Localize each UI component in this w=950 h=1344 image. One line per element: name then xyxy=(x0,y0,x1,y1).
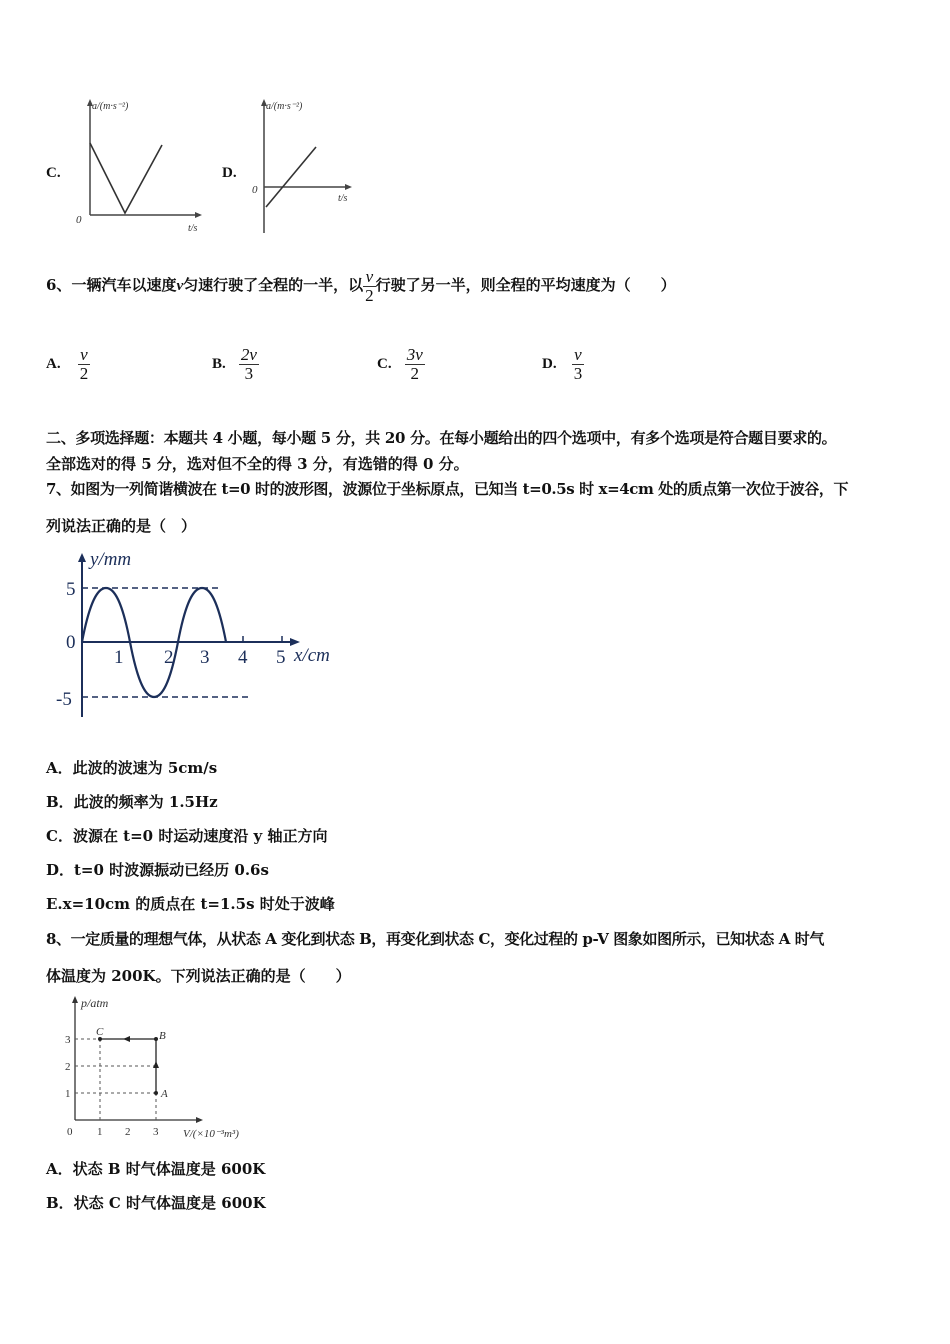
q6-option-c-label: C. xyxy=(377,356,392,372)
q6-stem xyxy=(46,262,676,309)
q7-y-arrow xyxy=(78,553,86,562)
q8-xtick-2: 2 xyxy=(125,1126,131,1138)
q7-xtick-label-5: 5 xyxy=(276,647,286,668)
q7-ylabel: y/mm xyxy=(90,549,132,570)
q6-var-v: v xyxy=(176,278,184,294)
q8-label-b: B xyxy=(159,1030,166,1042)
graph-c-ylabel: a/(m·s⁻²) xyxy=(92,101,129,112)
q7-line2: 列说法正确的是（ ） xyxy=(46,517,197,535)
q7-line1: 7、如图为一列简谐横波在 t=0 时的波形图，波源位于坐标原点，已知当 t=0.5s 时 x=4cm 处的质点第一次位于波谷，下 xyxy=(46,480,849,498)
q7-xtick-label-3: 3 xyxy=(200,647,210,668)
q7-xtick-label-2: 2 xyxy=(164,647,174,668)
graph-d-origin: 0 xyxy=(252,184,258,196)
q6-option-c-frac xyxy=(405,346,425,383)
q6-option-a-frac xyxy=(78,346,91,383)
q7-option-c[interactable]: C．波源在 t=0 时运动速度沿 y 轴正方向 xyxy=(46,827,328,845)
graph-c-xlabel: t/s xyxy=(188,223,198,234)
section2-line1: 二、多项选择题：本题共 4 小题，每小题 5 分，共 20 分。在每小题给出的四个选项中，有多个选项是符合题目要求的。 xyxy=(46,429,837,447)
q8-arrow-a-to-b xyxy=(153,1061,159,1068)
q6-option-b-frac xyxy=(239,346,259,383)
q8-xtick-3: 3 xyxy=(153,1126,159,1138)
option-c-label: C. xyxy=(46,165,61,181)
q6-option-a-num: v xyxy=(80,345,88,364)
q6-number: 6、 xyxy=(46,276,72,294)
q7-option-e[interactable]: E.x=10cm 的质点在 t=1.5s 时处于波峰 xyxy=(46,895,335,913)
graph-d-x-arrow xyxy=(345,184,352,190)
q6-option-a[interactable] xyxy=(46,346,90,383)
q8-x-arrow xyxy=(196,1117,203,1123)
q7-xtick-label-1: 1 xyxy=(114,647,124,668)
q8-y-arrow xyxy=(72,996,78,1003)
q6-inline-fraction xyxy=(363,268,376,305)
graph-d-xlabel: t/s xyxy=(338,193,348,204)
q7-xlabel: x/cm xyxy=(294,645,330,666)
q6-option-d-num: v xyxy=(574,345,582,364)
q6-option-c-num: 3v xyxy=(406,345,423,364)
q8-xlabel: V/(×10⁻³m³) xyxy=(183,1128,239,1140)
q8-option-b[interactable]: B．状态 C 时气体温度是 600K xyxy=(46,1194,266,1212)
q7-option-b[interactable]: B．此波的频率为 1.5Hz xyxy=(46,793,218,811)
graph-c-x-arrow xyxy=(195,212,202,218)
q8-pv-graph xyxy=(55,993,265,1143)
q6-option-b-den: 3 xyxy=(239,364,259,383)
q8-label-a: A xyxy=(161,1088,168,1100)
q8-option-a[interactable]: A．状态 B 时气体温度是 600K xyxy=(46,1160,266,1178)
q8-label-c: C xyxy=(96,1026,104,1038)
q8-point-a xyxy=(154,1091,158,1095)
q8-xtick-0: 0 xyxy=(67,1126,73,1138)
graph-c-curve xyxy=(90,143,162,213)
q7-option-d[interactable]: D．t=0 时波源振动已经历 0.6s xyxy=(46,861,269,879)
q6-option-d-den: 3 xyxy=(573,364,583,383)
q6-option-d-frac xyxy=(572,346,585,383)
q8-xtick-1: 1 xyxy=(97,1126,103,1138)
graph-d xyxy=(248,95,368,240)
q8-point-b xyxy=(154,1037,158,1041)
q6-option-c-den: 2 xyxy=(405,364,425,383)
q7-ytick-neg5: -5 xyxy=(56,689,72,710)
q6-option-a-den: 2 xyxy=(79,364,89,383)
q6-text-b: 匀速行驶了全程的一半，以 xyxy=(183,276,364,294)
graph-c xyxy=(70,95,210,235)
q7-ytick-0: 0 xyxy=(66,632,76,653)
option-d-label: D. xyxy=(222,165,237,181)
q8-ytick-1: 1 xyxy=(65,1088,71,1100)
q7-xtick-label-4: 4 xyxy=(238,647,248,668)
q6-option-b[interactable] xyxy=(212,346,259,383)
q6-option-d[interactable] xyxy=(542,346,584,383)
q6-text-c: 行驶了另一半，则全程的平均速度为（ ） xyxy=(375,276,676,294)
q8-ylabel: p/atm xyxy=(81,996,109,1010)
q7-ytick-5: 5 xyxy=(66,579,76,600)
q6-inline-frac-den: 2 xyxy=(365,285,374,305)
section2-line2: 全部选对的得 5 分，选对但不全的得 3 分，有选错的得 0 分。 xyxy=(46,455,469,473)
q6-inline-frac-num: v xyxy=(365,266,374,286)
q8-ytick-3: 3 xyxy=(65,1034,71,1046)
q7-wave-graph xyxy=(50,545,350,725)
q7-option-a[interactable]: A．此波的波速为 5cm/s xyxy=(46,759,218,777)
graph-c-origin: 0 xyxy=(76,214,82,226)
q6-option-b-label: B. xyxy=(212,356,226,372)
q8-ytick-2: 2 xyxy=(65,1061,71,1073)
q8-line2: 体温度为 200K。下列说法正确的是（ ） xyxy=(46,967,351,985)
graph-d-line xyxy=(266,147,316,207)
q6-option-b-num: 2v xyxy=(240,345,257,364)
q6-option-c[interactable] xyxy=(377,346,425,383)
graph-d-ylabel: a/(m·s⁻²) xyxy=(266,101,303,112)
q8-arrow-b-to-c xyxy=(123,1036,130,1042)
q6-option-a-label: A. xyxy=(46,356,61,372)
q6-text-a: 一辆汽车以速度 xyxy=(71,276,177,294)
q6-option-d-label: D. xyxy=(542,356,557,372)
q8-line1: 8、一定质量的理想气体，从状态 A 变化到状态 B，再变化到状态 C，变化过程的 p-V 图象如图所示，已知状态 A 时气 xyxy=(46,930,824,948)
